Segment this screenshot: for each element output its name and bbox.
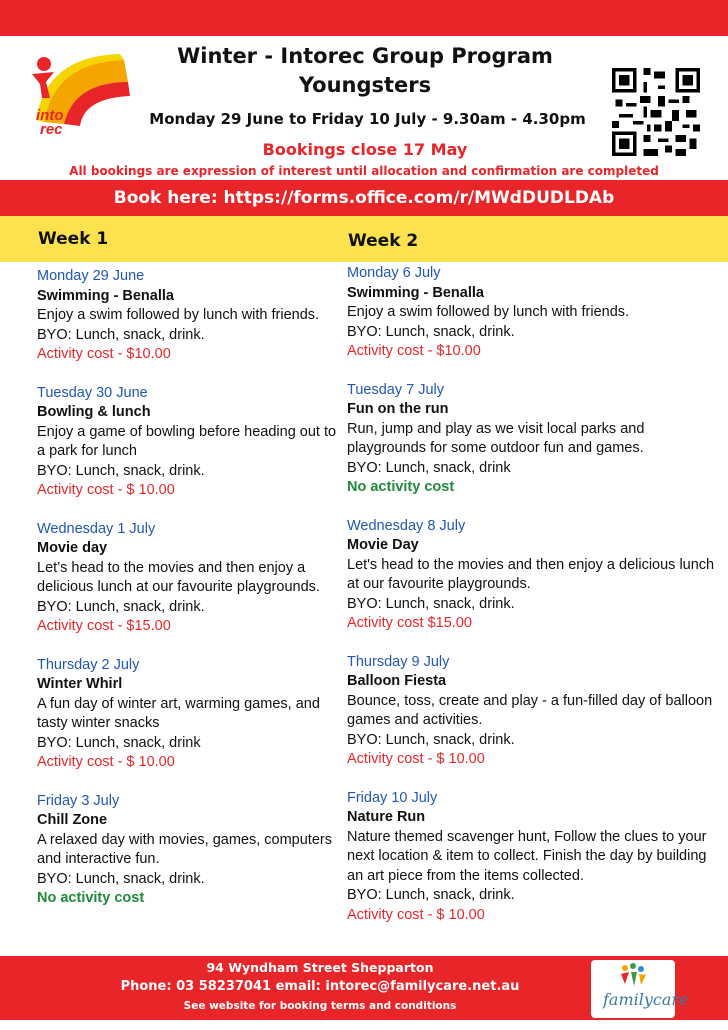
activity-name: Winter Whirl xyxy=(37,676,123,692)
footer-contact[interactable]: Phone: 03 58237041 email: intorec@familycare.net.au xyxy=(120,979,520,994)
day-entry xyxy=(347,381,717,498)
week-2-column xyxy=(347,264,717,944)
week-1-heading: Week 1 xyxy=(38,229,109,249)
activity-description: Let’s head to the movies and then enjoy a delicious lunch at our favourite playgrounds. xyxy=(37,559,320,595)
byo-note: BYO: Lunch, snack, drink. xyxy=(37,870,205,887)
bookings-close: Bookings close 17 May xyxy=(262,140,468,159)
day-entry xyxy=(37,656,337,773)
activity-cost: Activity cost - $10.00 xyxy=(37,346,171,362)
byo-note: BYO: Lunch, snack, drink. xyxy=(347,731,515,748)
activity-name: Movie Day xyxy=(347,537,419,553)
intorec-logo xyxy=(24,52,134,138)
day-date: Thursday 9 July xyxy=(347,653,450,670)
no-cost-label: No activity cost xyxy=(37,890,145,906)
activity-description: Enjoy a swim followed by lunch with friends. xyxy=(37,307,320,323)
activity-cost: Activity cost - $ 10.00 xyxy=(347,906,485,923)
activity-name: Chill Zone xyxy=(37,812,108,828)
qr-code-icon[interactable] xyxy=(612,68,700,156)
day-entry xyxy=(37,267,337,365)
day-entry xyxy=(347,264,717,362)
familycare-figures-icon xyxy=(591,960,675,990)
day-entry xyxy=(37,792,337,909)
activity-description: Bounce, toss, create and play - a fun-filled day of balloon games and activities. xyxy=(347,692,713,728)
activity-name: Nature Run xyxy=(347,809,426,825)
day-date: Thursday 2 July xyxy=(37,656,140,673)
activity-name: Fun on the run xyxy=(347,401,449,417)
byo-note: BYO: Lunch, snack, drink. xyxy=(37,462,205,479)
activity-name: Bowling & lunch xyxy=(37,404,151,420)
byo-note: BYO: Lunch, snack, drink. xyxy=(347,887,515,903)
activity-cost: Activity cost - $10.00 xyxy=(347,343,481,359)
day-date: Friday 3 July xyxy=(37,792,120,809)
activity-description: Let's head to the movies and then enjoy a delicious lunch at our favourite playgrounds. xyxy=(347,556,715,592)
byo-note: BYO: Lunch, snack, drink xyxy=(37,734,201,751)
booking-link[interactable]: Book here: https://forms.office.com/r/MWdDUDLDAb xyxy=(0,180,728,216)
byo-note: BYO: Lunch, snack, drink. xyxy=(347,323,515,340)
day-entry xyxy=(347,517,717,634)
activity-description: Enjoy a swim followed by lunch with friends. xyxy=(347,304,630,320)
day-date: Wednesday 8 July xyxy=(347,517,466,534)
activity-description: Nature themed scavenger hunt, Follow the clues to your next location & item to collect. Finish the day by building an art piece from the items collected. xyxy=(347,828,707,884)
program-dates: Monday 29 June to Friday 10 July - 9.30am - 4.30pm xyxy=(149,110,586,128)
page-title xyxy=(150,42,580,100)
activity-cost: Activity cost - $ 10.00 xyxy=(347,751,485,767)
footer-address: 94 Wyndham Street Shepparton xyxy=(206,960,434,975)
title-line-2: Youngsters xyxy=(298,73,432,97)
byo-note: BYO: Lunch, snack, drink xyxy=(347,459,511,476)
activity-description: A relaxed day with movies, games, computers and interactive fun. xyxy=(37,831,332,867)
week-1-column xyxy=(37,267,337,928)
activity-name: Swimming - Benalla xyxy=(37,287,174,304)
svg-text:into: into xyxy=(36,107,64,124)
familycare-wordmark: familycare xyxy=(603,990,689,1009)
day-date: Monday 6 July xyxy=(347,265,441,281)
activity-description: Run, jump and play as we visit local parks and playgrounds for some outdoor fun and games. xyxy=(347,420,645,456)
day-entry xyxy=(37,520,337,637)
byo-note: BYO: Lunch, snack, drink. xyxy=(37,598,205,615)
activity-description: A fun day of winter art, warming games, and tasty winter snacks xyxy=(37,695,320,731)
activity-cost: Activity cost - $ 10.00 xyxy=(37,482,175,498)
day-date: Wednesday 1 July xyxy=(37,520,156,537)
activity-description: Enjoy a game of bowling before heading out to a park for lunch xyxy=(37,423,337,459)
activity-cost: Activity cost $15.00 xyxy=(347,615,472,631)
activity-name: Balloon Fiesta xyxy=(347,673,447,689)
day-entry xyxy=(347,789,717,926)
footer-terms: See website for booking terms and conditions xyxy=(183,1000,457,1012)
booking-notice: All bookings are expression of interest until allocation and confirmation are completed xyxy=(69,164,659,178)
activity-name: Movie day xyxy=(37,540,108,556)
day-entry xyxy=(347,653,717,770)
activity-cost: Activity cost - $ 10.00 xyxy=(37,754,175,770)
activity-name: Swimming - Benalla xyxy=(347,284,484,301)
familycare-logo xyxy=(591,960,675,1018)
week-2-heading: Week 2 xyxy=(348,231,419,251)
no-cost-label: No activity cost xyxy=(347,479,455,495)
title-line-1: Winter - Intorec Group Program xyxy=(177,44,553,68)
byo-note: BYO: Lunch, snack, drink. xyxy=(37,326,205,343)
activity-cost: Activity cost - $15.00 xyxy=(37,618,171,634)
svg-text:rec: rec xyxy=(40,121,63,138)
day-date: Friday 10 July xyxy=(347,789,438,806)
day-entry xyxy=(37,384,337,501)
day-date: Tuesday 30 June xyxy=(37,384,148,401)
top-banner xyxy=(0,0,728,36)
day-date: Monday 29 June xyxy=(37,268,145,284)
byo-note: BYO: Lunch, snack, drink. xyxy=(347,595,515,612)
day-date: Tuesday 7 July xyxy=(347,381,444,398)
